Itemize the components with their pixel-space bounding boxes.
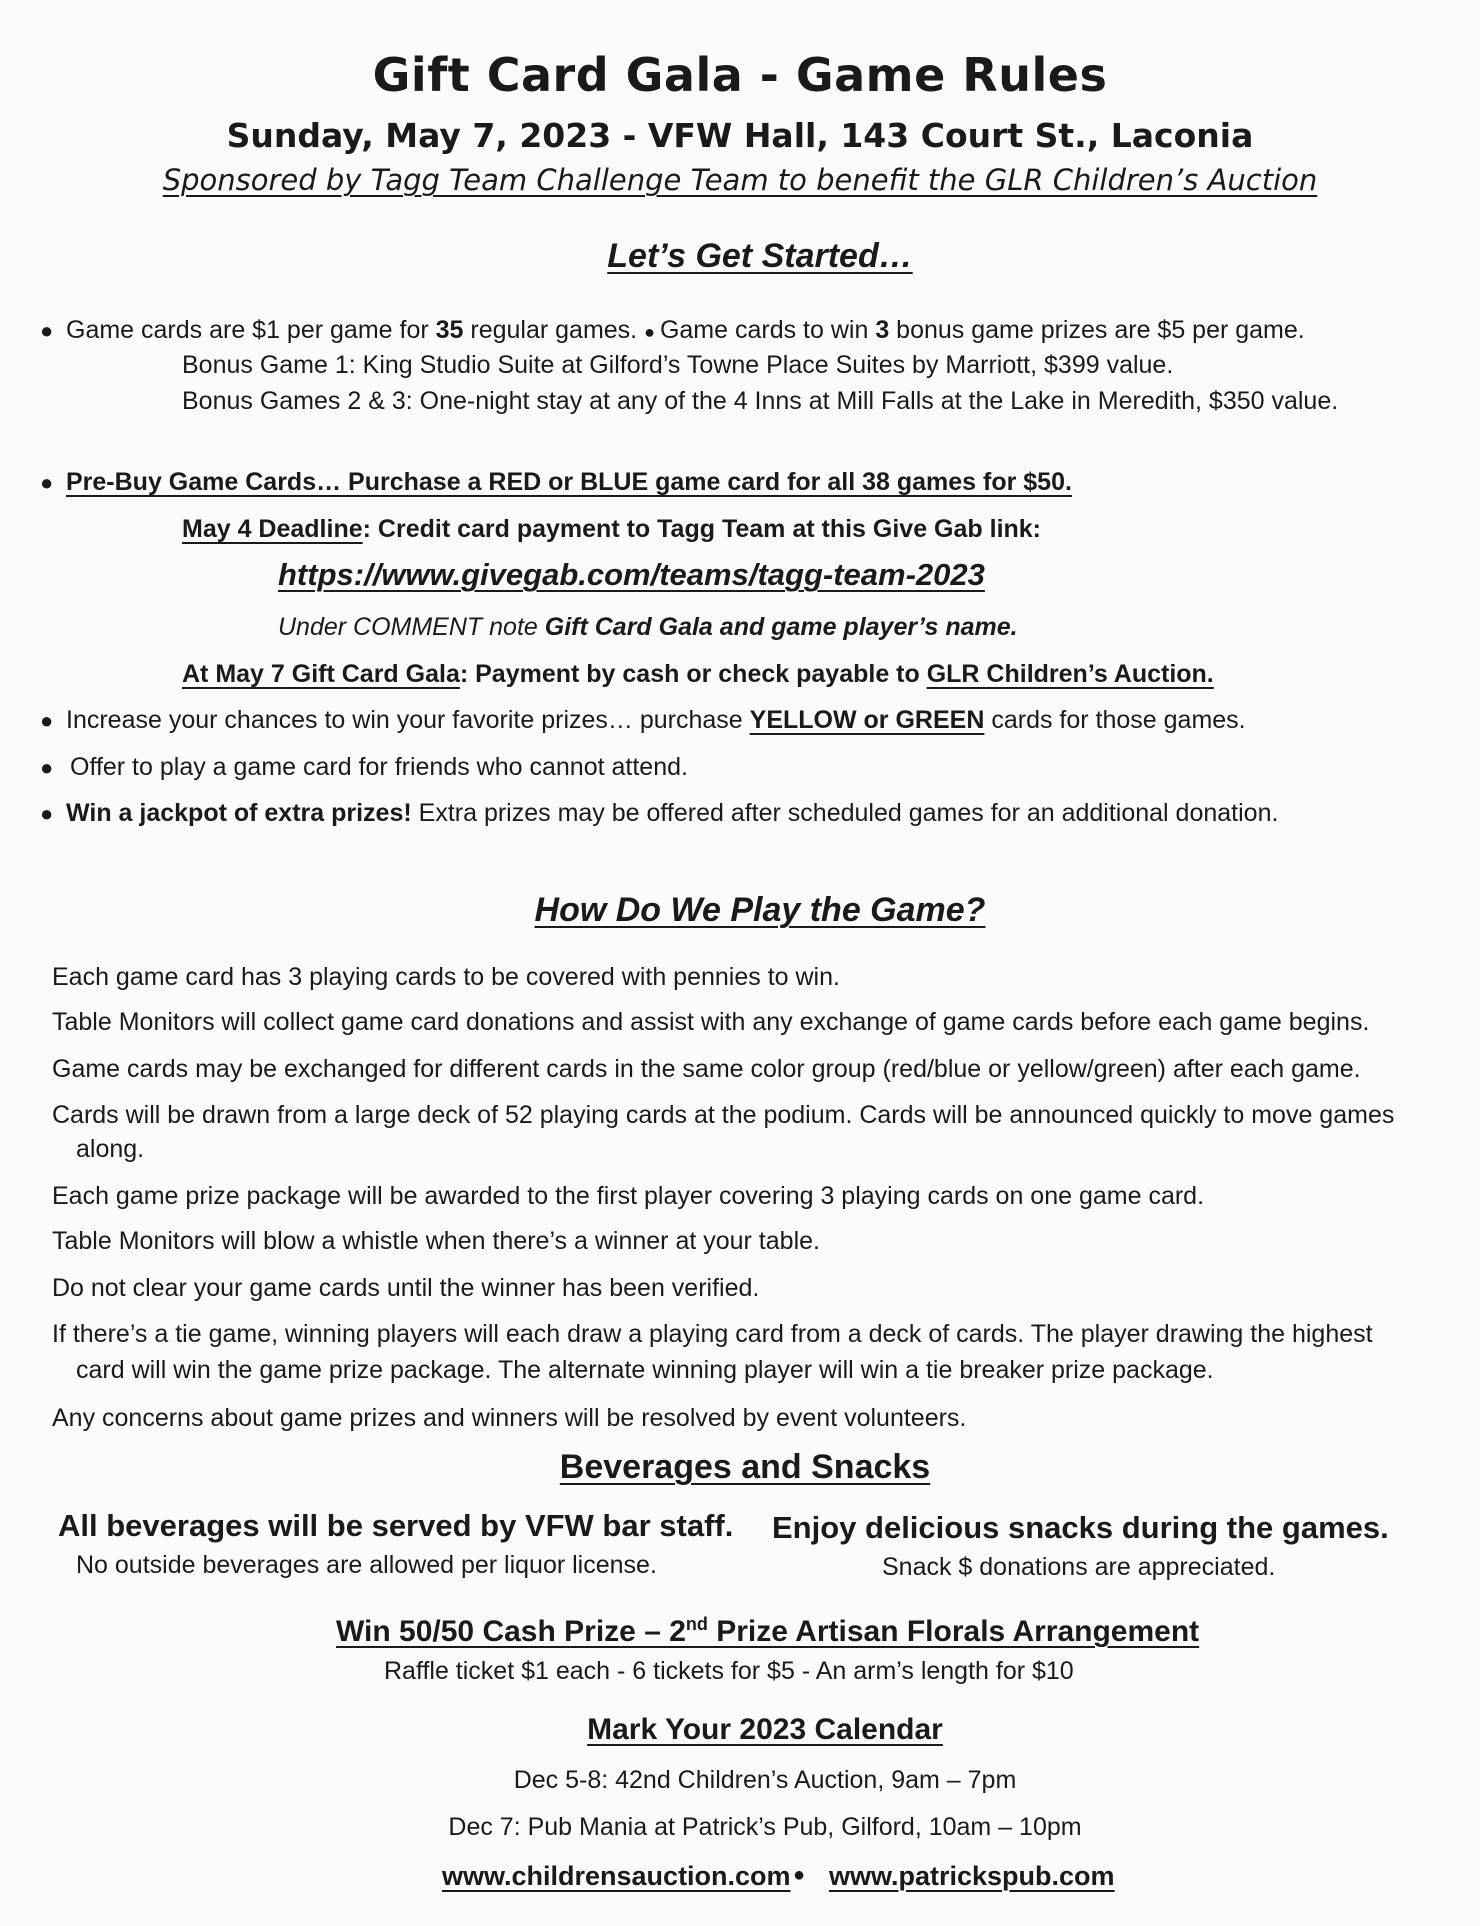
rule-item: Each game prize package will be awarded to the first player covering 3 playing cards on one game card. bbox=[52, 1182, 1205, 1210]
calendar-event: Dec 5-8: 42nd Children’s Auction, 9am – 7pm bbox=[513, 1766, 1017, 1794]
sponsor-line: Sponsored by Tagg Team Challenge Team to benefit the GLR Children’s Auction bbox=[162, 163, 1318, 197]
section-heading-how-to-play: How Do We Play the Game? bbox=[534, 891, 986, 929]
section-heading-get-started: Let’s Get Started… bbox=[607, 237, 913, 275]
calendar-heading: Mark Your 2023 Calendar bbox=[587, 1713, 943, 1746]
increase-chances-line: Increase your chances to win your favorite prizes… purchase YELLOW or GREEN cards for those games. bbox=[66, 706, 1246, 734]
gala-payment-line: At May 7 Gift Card Gala: Payment by cash or check payable to GLR Children’s Auction. bbox=[182, 660, 1214, 688]
rule-item: Table Monitors will blow a whistle when there’s a winner at your table. bbox=[52, 1227, 820, 1255]
bullet-icon: ● bbox=[40, 755, 54, 780]
calendar-event: Dec 7: Pub Mania at Patrick’s Pub, Gilford, 10am – 10pm bbox=[448, 1813, 1082, 1841]
rule-item: Any concerns about game prizes and winners will be resolved by event volunteers. bbox=[52, 1404, 967, 1432]
comment-note: Under COMMENT note Gift Card Gala and game player’s name. bbox=[278, 613, 1018, 641]
bonus-games-2-3: Bonus Games 2 & 3: One-night stay at any of the 4 Inns at Mill Falls at the Lake in Meredith, $350 value. bbox=[182, 387, 1339, 415]
rule-item: Cards will be drawn from a large deck of 52 playing cards at the podium. Cards will be announced quickly to move games bbox=[52, 1101, 1395, 1129]
rule-item: Do not clear your game cards until the winner has been verified. bbox=[52, 1274, 760, 1302]
bullet-icon: ● bbox=[40, 801, 54, 826]
snacks-note-right: Snack $ donations are appreciated. bbox=[882, 1553, 1276, 1581]
givegab-link[interactable]: https://www.givegab.com/teams/tagg-team-2023 bbox=[278, 557, 985, 592]
childrens-auction-link[interactable]: www.childrensauction.com bbox=[442, 1861, 791, 1891]
section-heading-beverages: Beverages and Snacks bbox=[559, 1448, 931, 1486]
beverages-heading-left: All beverages will be served by VFW bar staff. bbox=[58, 1508, 734, 1543]
bullet-icon: ● bbox=[40, 470, 54, 495]
beverages-note-left: No outside beverages are allowed per liquor license. bbox=[76, 1551, 657, 1579]
bullet-icon: ● bbox=[793, 1864, 806, 1886]
offer-to-play-line: Offer to play a game card for friends who cannot attend. bbox=[70, 753, 688, 781]
rule-item: If there’s a tie game, winning players will each draw a playing card from a deck of cards. The player drawing the highest bbox=[52, 1320, 1373, 1348]
deadline-line: May 4 Deadline: Credit card payment to Tagg Team at this Give Gab link: bbox=[182, 515, 1042, 543]
rule-item: Table Monitors will collect game card donations and assist with any exchange of game cards before each game begins. bbox=[52, 1008, 1370, 1036]
rule-item: Game cards may be exchanged for different cards in the same color group (red/blue or yellow/green) after each game. bbox=[52, 1055, 1361, 1083]
event-date-location: Sunday, May 7, 2023 - VFW Hall, 143 Court St., Laconia bbox=[226, 116, 1254, 155]
jackpot-line: Win a jackpot of extra prizes! Extra prizes may be offered after scheduled games for an additional donation. bbox=[66, 799, 1279, 827]
page-title: Gift Card Gala - Game Rules bbox=[372, 48, 1108, 102]
prebuy-line: Pre-Buy Game Cards… Purchase a RED or BLUE game card for all 38 games for $50. bbox=[66, 468, 1072, 496]
bullet-icon: ● bbox=[40, 708, 54, 733]
rule-item-continued: card will win the game prize package. The alternate winning player will win a tie breaker prize package. bbox=[76, 1356, 1214, 1384]
bullet-icon: ● bbox=[40, 318, 54, 343]
bonus-game-1: Bonus Game 1: King Studio Suite at Gilford’s Towne Place Suites by Marriott, $399 value. bbox=[182, 351, 1174, 379]
rule-item: Each game card has 3 playing cards to be covered with pennies to win. bbox=[52, 963, 840, 991]
patricks-pub-link[interactable]: www.patrickspub.com bbox=[829, 1861, 1115, 1891]
raffle-heading: Win 50/50 Cash Prize – 2nd Prize Artisan Florals Arrangement bbox=[336, 1614, 1200, 1648]
snacks-heading-right: Enjoy delicious snacks during the games. bbox=[772, 1510, 1389, 1545]
bullet-icon: ● bbox=[644, 322, 660, 342]
raffle-prices: Raffle ticket $1 each - 6 tickets for $5 - An arm’s length for $10 bbox=[384, 1657, 1074, 1685]
rule-item-continued: along. bbox=[76, 1135, 145, 1163]
game-cards-price-line: Game cards are $1 per game for 35 regular games. ● Game cards to win 3 bonus game prizes are $5 per game. bbox=[66, 316, 1305, 344]
